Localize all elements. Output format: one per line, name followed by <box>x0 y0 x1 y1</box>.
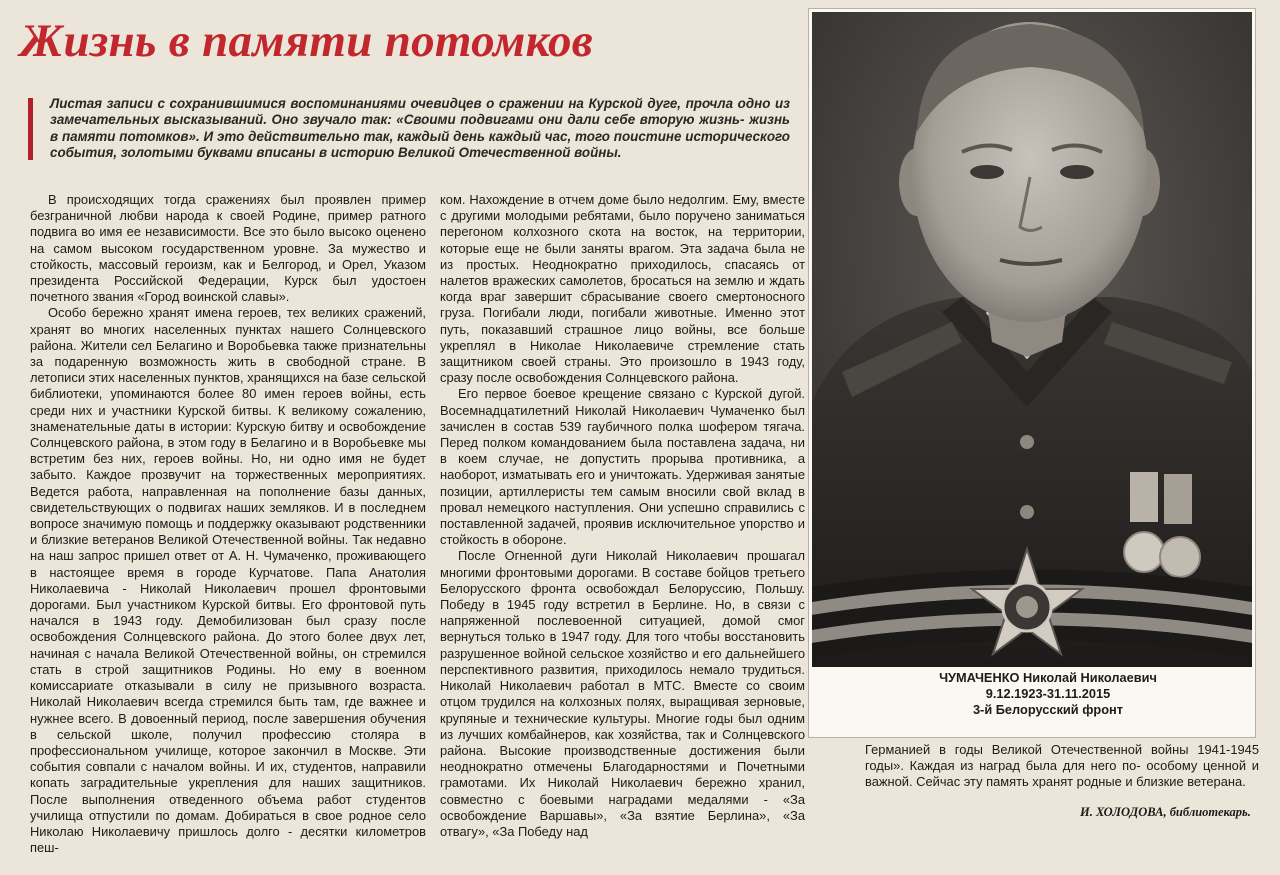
article-column-2 <box>440 192 805 840</box>
article-continuation: Германией в годы Великой Отечественной войны 1941-1945 годы». Каждая из наград была для него по- особому ценной и важной. Сейчас эту память хранят родные и близкие ветерана. <box>865 742 1259 790</box>
lead-accent-bar <box>28 98 33 160</box>
paragraph: ком. Нахождение в отчем доме было недолгим. Ему, вместе с другими молодыми ребятами, было поручено заниматься перегоном колхозного скота на восток, на территории, которые еще не были заняты врагом. Эта задача была не из простых. Неоднократно приходилось, спасаясь от налетов вражеских самолетов, бросаться на землю и ждать когда враг завершит сбрасывание своего смертоносного груза. Погибали люди, погибали животные. Именно этот путь, показавший страшное лицо войны, все больше укреплял в Николае Николаевиче стремление стать защитником своей страны. Это произошло в 1943 году, сразу после освобождения Солнцевского района. <box>440 192 805 386</box>
paragraph: Его первое боевое крещение связано с Курской дугой. Восемнадцатилетний Николай Николаевич Чумаченко был зачислен в состав 539 гаубичного полка шофером тягача. Перед полком командованием была поставлена задача, ни в коем случае, не допустить прорыва противника, а наоборот, изматывать его и уничтожать. Удерживая занятые позиции, артиллеристы тем самым вносили свой вклад в провал немецкого наступления. Они успешно справились с поставленной задачей, проявив исключительное упорство и стойкость в обороне. <box>440 386 805 548</box>
lead-paragraph: Листая записи с сохранившимися воспоминаниями очевидцев о сражении на Курской дуге, прочла одно из замечательных высказываний. Оно звучало так: «Своими подвигами они дали себе вторую жизнь- жизнь в памяти потомков». И это действительно так, каждый день каждый час, того поистине исторического события, золотыми буквами вписаны в историю Великой Отечественной войны. <box>50 96 790 161</box>
paragraph: В происходящих тогда сражениях был проявлен пример безграничной любви народа к своей Родине, пример ратного подвига во имя ее независимости. Все это было высоко оценено на самом высоком государственном уровне. За мужество и стойкость, массовый героизм, как и Белгород, и Орел, Указом президента Российской Федерации, Курск был удостоен почетного звания «Город воинской славы». <box>30 192 426 305</box>
photo-caption <box>828 670 1268 718</box>
paragraph: Особо бережно хранят имена героев, тех великих сражений, хранят во многих населенных пунктах нашего Солнцевского района. Жители сел Белагино и Воробьевка также признательны за подаренную возможность жить в свободной стране. В летописи этих населенных пунктов, хранящихся на базе сельской библиотеки, упоминаются более 80 имен героев войны, есть среди них и участники Курской битвы. К великому сожалению, знаменательные даты в истории: Курскую битву и освобождение Солнцевского района, в этом году в Белагино и в Воробьевке мы встретим без них, героев войны. Но, ни одно имя не будет забыто. Каждое прозвучит на торжественных мероприятиях. Ведется работа, направленная на пополнение базы данных, свидетельствующих о подвигах наших земляков. И в последнем вопросе значимую помощь и поддержку оказывают родственники и близкие ветеранов Великой Отечественной войны. Так недавно на наш запрос пришел ответ от А. Н. Чумаченко, проживающего в настоящее время в городе Курчатове. Папа Анатолия Николаевича - Николай Николаевич прошел фронтовыми дорогами. Был участником Курской битвы. Его фронтовой путь начался в 1943 году. Демобилизован был сразу после освобождения Солнцевского района. До этого более двух лет, начиная с начала Великой Отечественной войны, он стремился стать в строй защитников Родины. Но ему в военном комиссариате отказывали в силу не призывного возраста. Николай Николаевич всегда стремился быть там, где важнее и нужнее всего. В довоенный период, после завершения обучения в сельской школе, получил профессию столяра в профессиональном училище, которое закончил в Москве. Эти события совпали с началом войны. И их, студентов, направили копать заградительные укрепления для наших защитников. После выполнения отведенного объема работ студентов училища отпустили по домам. Добираться в свое родное село Николаю Николаевичу пришлось долго - десятки километров пеш- <box>30 305 426 856</box>
author-signature: И. ХОЛОДОВА, библиотекарь. <box>1080 805 1251 819</box>
paragraph: После Огненной дуги Николай Николаевич прошагал многими фронтовыми дорогами. В составе бойцов третьего Белорусского фронта освобождал Белоруссию, Польшу. Победу в 1945 году встретил в Берлине. Но, в связи с напряженной послевоенной ситуацией, домой смог вернуться только в 1947 году. Для того чтобы восстановить разрушенное войной сельское хозяйство и его дальнейшего перспективного развития, приходилось немало трудиться. Николай Николаевич работал в МТС. Вместе со своим отцом трудился на колхозных полях, выращивая зерновые, крупяные и технические культуры. Многие годы был одним из лучших комбайнеров, как хозяйства, так и Солнцевского района. Высокие производственные достижения были неоднократно отмечены Благодарностями и Почетными грамотами. Их Николай Николаевич бережно хранил, совместно с боевыми наградами медалями - «За освобождение Варшавы», «За взятие Берлина», «За отвагу», «За Победу над <box>440 548 805 839</box>
veteran-photo-frame <box>808 8 1256 738</box>
headline: Жизнь в памяти потомков <box>20 15 594 67</box>
veteran-portrait-photo <box>812 12 1252 667</box>
caption-name: ЧУМАЧЕНКО Николай Николаевич <box>939 670 1157 685</box>
caption-front: 3-й Белорусский фронт <box>972 702 1124 717</box>
article-column-1 <box>30 192 426 856</box>
caption-dates: 9.12.1923-31.11.2015 <box>985 686 1111 701</box>
